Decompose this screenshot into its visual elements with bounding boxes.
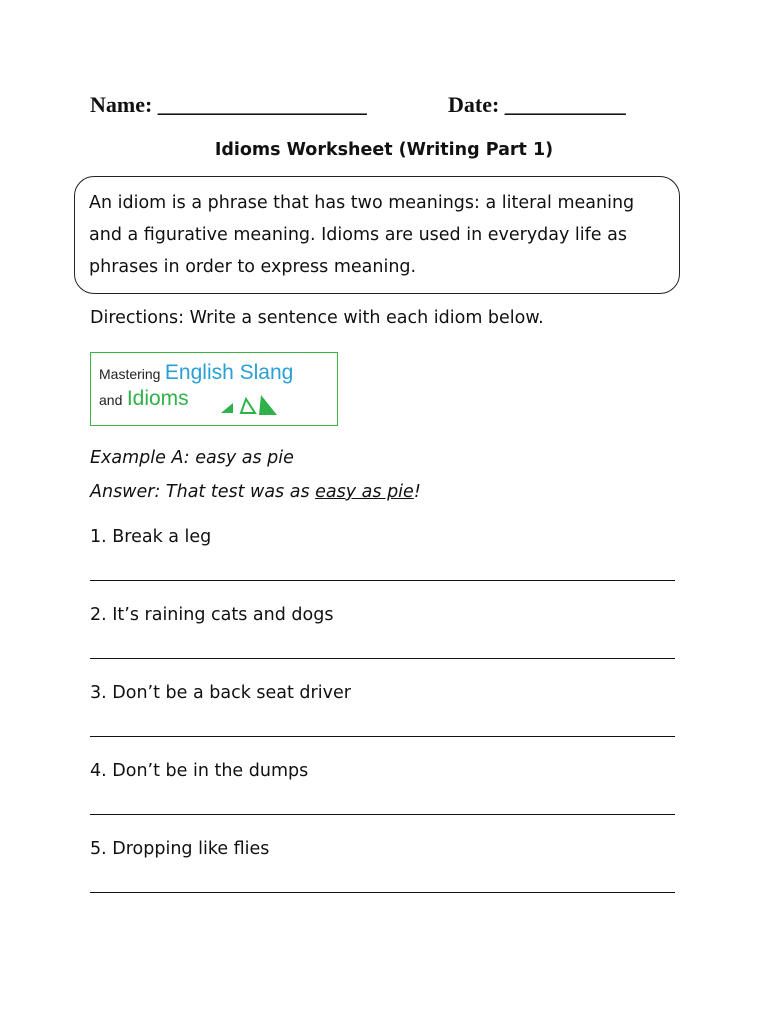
worksheet-title: Idioms Worksheet (Writing Part 1)	[214, 140, 554, 160]
idiom-item-2: 2. It’s raining cats and dogs	[90, 605, 334, 625]
logo-word-and: and	[99, 392, 123, 408]
idiom-item-3: 3. Don’t be a back seat driver	[90, 683, 351, 703]
logo-row-1	[99, 361, 293, 385]
example-answer-prefix: Answer: That test was as	[90, 482, 316, 502]
answer-line-5[interactable]	[90, 892, 675, 893]
example-answer-underlined: easy as pie	[315, 482, 414, 502]
idiom-item-1: 1. Break a leg	[90, 527, 212, 547]
answer-line-4[interactable]	[90, 814, 675, 815]
intro-line-2: and a figurative meaning. Idioms are used in everyday life as	[89, 225, 627, 245]
answer-line-2[interactable]	[90, 658, 675, 659]
example-answer	[90, 482, 421, 502]
answer-line-1[interactable]	[90, 580, 675, 581]
example-a: Example A: easy as pie	[90, 448, 294, 468]
directions-text: Directions: Write a sentence with each idiom below.	[90, 308, 544, 328]
logo-row-2	[99, 387, 189, 411]
intro-line-1: An idiom is a phrase that has two meanings: a literal meaning	[89, 193, 635, 213]
example-answer-suffix: !	[413, 482, 421, 502]
date-field-label: Date: ___________	[448, 92, 626, 117]
answer-line-3[interactable]	[90, 736, 675, 737]
triangles-icon	[219, 391, 295, 417]
idiom-item-4: 4. Don’t be in the dumps	[90, 761, 309, 781]
intro-line-3: phrases in order to express meaning.	[89, 257, 417, 277]
logo-word-mastering: Mastering	[99, 366, 161, 382]
name-field-label: Name: ___________________	[90, 92, 367, 117]
logo-word-idioms: Idioms	[126, 387, 189, 410]
idiom-item-5: 5. Dropping like flies	[90, 839, 270, 859]
intro-box	[74, 176, 680, 294]
logo-word-english-slang: English Slang	[164, 361, 294, 384]
mastering-english-slang-logo	[90, 352, 338, 426]
